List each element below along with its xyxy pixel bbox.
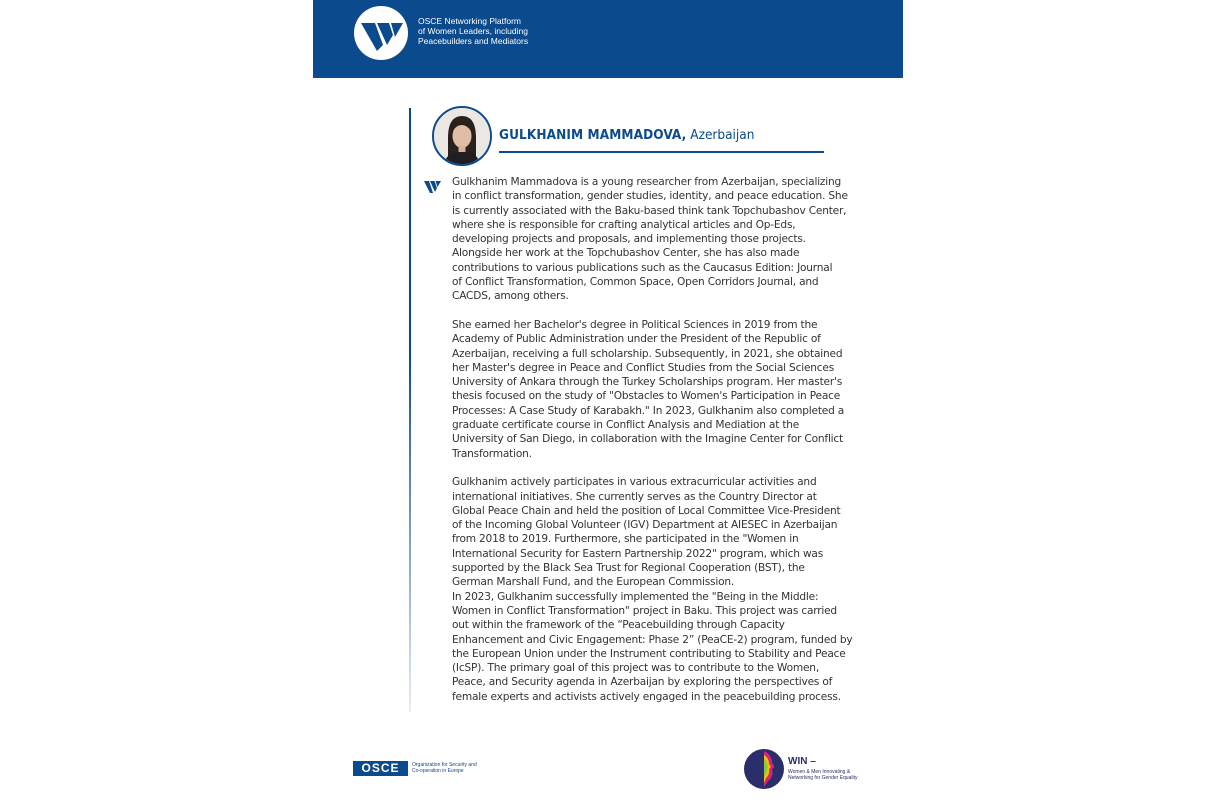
osce-logo: [353, 761, 493, 777]
bio-line: Global Peace Chain and held the position of Local Committee Vice-President: [452, 504, 841, 517]
platform-name: [418, 16, 608, 46]
paragraph-gap: [452, 304, 842, 318]
win-logo: [742, 747, 882, 793]
bio-line: CACDS, among others.: [452, 290, 569, 303]
profile-country: Azerbaijan: [686, 127, 755, 143]
bio-line: international initiatives. She currently serves as the Country Director at: [452, 490, 817, 503]
bio-line: is currently associated with the Baku-based think tank Topchubashov Center,: [452, 204, 847, 217]
platform-bullet-icon: [424, 180, 442, 194]
platform-name-line: Peacebuilders and Mediators: [418, 36, 529, 46]
platform-name-line: OSCE Networking Platform: [418, 16, 521, 26]
win-subtitle: [788, 769, 888, 781]
bio-paragraph-2: [452, 318, 845, 461]
bio-line: University of San Diego, in collaboration with the Imagine Center for Conflict: [452, 433, 844, 446]
vertical-divider: [409, 108, 411, 712]
bio-line: Alongside her work at the Topchubashov Center, she has also made: [452, 247, 800, 260]
bio-line: German Marshall Fund, and the European Commission.: [452, 576, 735, 589]
bio-line: Peace, and Security agenda in Azerbaijan by exploring the perspectives of: [452, 676, 833, 689]
profile-name-heading: [499, 127, 824, 153]
win-faces-icon: [742, 747, 786, 791]
bio-line: Gulkhanim Mammadova is a young researcher from Azerbaijan, specializing: [452, 176, 842, 188]
bio-line: supported by the Black Sea Trust for Regional Cooperation (BST), the: [452, 562, 805, 575]
bio-line: contributions to various publications such as the Caucasus Edition: Journal: [452, 261, 833, 274]
bio-line: (IcSP). The primary goal of this project was to contribute to the Women,: [452, 662, 819, 675]
bio-line: female experts and activists actively engaged in the peacebuilding process.: [452, 690, 841, 703]
bio-line: in conflict transformation, gender studies, identity, and peace education. She: [452, 190, 848, 203]
bio-line: graduate certificate course in Conflict Analysis and Mediation at the: [452, 419, 800, 432]
profile-photo: [432, 106, 492, 166]
biography-text: [452, 175, 853, 704]
bio-line: Transformation.: [452, 447, 532, 460]
bio-line: out within the framework of the “Peacebuilding through Capacity: [452, 619, 785, 632]
profile-name: GULKHANIM MAMMADOVA,: [499, 127, 687, 143]
bio-line: Azerbaijan, receiving a full scholarship. Subsequently, in 2021, she obtained: [452, 347, 843, 360]
bio-line: Processes: A Case Study of Karabakh." In 2023, Gulkhanim also completed a: [452, 404, 845, 417]
osce-platform-logo-icon: [353, 5, 409, 61]
bio-line: where she is responsible for crafting analytical articles and Op-Eds,: [452, 218, 796, 231]
win-subtitle-line: Women & Men Innovating &: [788, 769, 851, 775]
bio-paragraph-1: [452, 175, 848, 304]
bio-line: Gulkhanim actively participates in various extracurricular activities and: [452, 476, 817, 489]
osce-acronym: OSCE: [353, 761, 408, 776]
bio-line: Enhancement and Civic Engagement: Phase 2” (PeaCE-2) program, funded by: [452, 633, 853, 646]
bio-line: of the Incoming Global Volunteer (IGV) Department at AIESEC in Azerbaijan: [452, 519, 838, 532]
bio-line: her Master's degree in Peace and Conflict Studies from the Social Sciences: [452, 361, 835, 374]
win-title: WIN –: [788, 756, 816, 767]
osce-caption-line: Co-operation in Europe: [412, 767, 464, 774]
bio-line: Women in Conflict Transformation" project in Baku. This project was carried: [452, 604, 837, 617]
osce-caption-line: Organization for Security and: [412, 762, 477, 768]
bio-line: the European Union under the Instrument contributing to Stability and Peace: [452, 647, 846, 660]
bio-line: from 2018 to 2019. Furthermore, she participated in the "Women in: [452, 533, 799, 546]
paragraph-gap: [452, 461, 842, 475]
bio-line: developing projects and proposals, and implementing those projects.: [452, 233, 806, 246]
bio-line: International Security for Eastern Partnership 2022" program, which was: [452, 547, 824, 560]
bio-line: University of Ankara through the Turkey Scholarships program. Her master's: [452, 376, 843, 389]
bio-line: thesis focused on the study of "Obstacles to Women's Participation in Peace: [452, 390, 841, 403]
bio-paragraph-3: [452, 475, 853, 704]
win-subtitle-line: Networking for Gender Equality: [788, 775, 858, 781]
osce-caption: [412, 763, 502, 774]
bio-line: In 2023, Gulkhanim successfully implemented the "Being in the Middle:: [452, 590, 819, 603]
bio-line: Academy of Public Administration under the President of the Republic of: [452, 333, 821, 346]
bio-line: She earned her Bachelor's degree in Political Sciences in 2019 from the: [452, 318, 818, 331]
platform-name-line: of Women Leaders, including: [418, 26, 528, 36]
header-banner: [313, 0, 903, 78]
portrait-icon: [434, 108, 490, 164]
bio-line: of Conflict Transformation, Common Space, Open Corridors Journal, and: [452, 276, 819, 289]
